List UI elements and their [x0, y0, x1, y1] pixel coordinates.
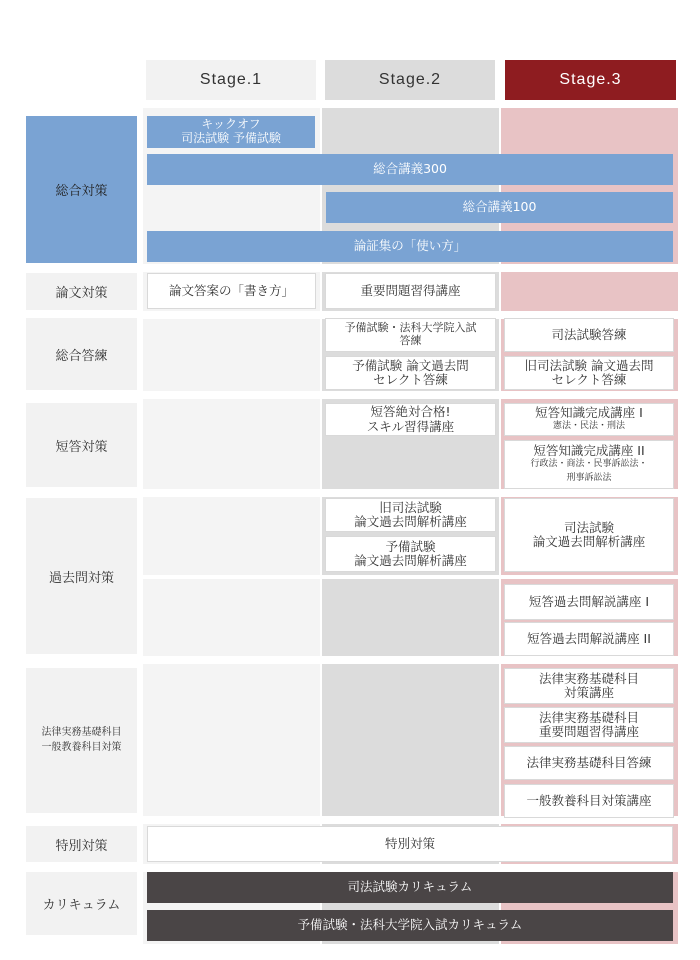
- ronshou-tsukaikata: 論証集の「使い方」: [147, 231, 673, 262]
- sougou-lecture-300: 総合講義300: [147, 154, 673, 185]
- shihou-touren: 司法試験答練: [504, 318, 674, 352]
- yobi-houka-touren: 予備試験・法科大学院入試 答練: [325, 318, 496, 352]
- tantou-chishiki-2: 短答知識完成講座 II 行政法・商法・民事訴訟法・ 刑事訴訟法: [504, 440, 674, 489]
- tantou-chishiki-1: 短答知識完成講座 I 憲法・民法・刑法: [504, 403, 674, 436]
- yobi-kaiseki: 予備試験 論文過去問解析講座: [325, 536, 496, 572]
- tantou-zettai-goukaku: 短答絶対合格! スキル習得講座: [325, 403, 496, 436]
- section-divider: [143, 489, 678, 497]
- row-label-sougou-taisaku: 総合対策: [26, 116, 137, 263]
- section-divider: [143, 864, 678, 872]
- ippan-kyouyou-taisaku: 一般教養科目対策講座: [504, 784, 674, 818]
- section-divider: [143, 656, 678, 664]
- stage-2-header: Stage.2: [325, 60, 495, 100]
- houritsu-jitsumu-taisaku: 法律実務基礎科目 対策講座: [504, 668, 674, 704]
- tantou-kaisetsu-2: 短答過去問解説講座 II: [504, 622, 674, 656]
- row-label-curriculum: カリキュラム: [26, 872, 137, 935]
- tokubetsu-taisaku: 特別対策: [147, 826, 673, 862]
- row-label-sougou-touren: 総合答練: [26, 318, 137, 390]
- section-divider: [143, 264, 678, 272]
- row-label-tokubetsu-taisaku: 特別対策: [26, 826, 137, 862]
- ronbun-kakikata: 論文答案の「書き方」: [147, 273, 316, 309]
- section-divider: [143, 391, 678, 399]
- row-label-kakomon-taisaku: 過去問対策: [26, 498, 137, 654]
- shihou-curriculum: 司法試験カリキュラム: [147, 872, 673, 903]
- kakomon-divider: [143, 575, 678, 579]
- houritsu-jitsumu-touren: 法律実務基礎科目答練: [504, 746, 674, 780]
- juuyou-mondai-shuutoku: 重要問題習得講座: [325, 273, 496, 309]
- yobi-select-touren: 予備試験 論文過去問 セレクト答練: [325, 356, 496, 390]
- row-label-houritsu-jitsumu: 法律実務基礎科目 一般教養科目対策: [26, 668, 137, 813]
- sougou-lecture-100: 総合講義100: [326, 192, 673, 223]
- stage-3-header: Stage.3: [505, 60, 676, 100]
- yobi-curriculum: 予備試験・法科大学院入試カリキュラム: [147, 910, 673, 941]
- shihou-kaiseki: 司法試験 論文過去問解析講座: [504, 498, 674, 572]
- houritsu-jitsumu-juuyou: 法律実務基礎科目 重要問題習得講座: [504, 707, 674, 743]
- kyu-shihou-kaiseki: 旧司法試験 論文過去問解析講座: [325, 498, 496, 532]
- kyu-shihou-select-touren: 旧司法試験 論文過去問 セレクト答練: [504, 356, 674, 390]
- row-label-ronbun-taisaku: 論文対策: [26, 273, 137, 310]
- row-label-tantou-taisaku: 短答対策: [26, 403, 137, 487]
- stage-1-header: Stage.1: [146, 60, 316, 100]
- tantou-kaisetsu-1: 短答過去問解説講座 I: [504, 584, 674, 620]
- kickoff-lecture: キックオフ 司法試験 予備試験: [147, 116, 315, 148]
